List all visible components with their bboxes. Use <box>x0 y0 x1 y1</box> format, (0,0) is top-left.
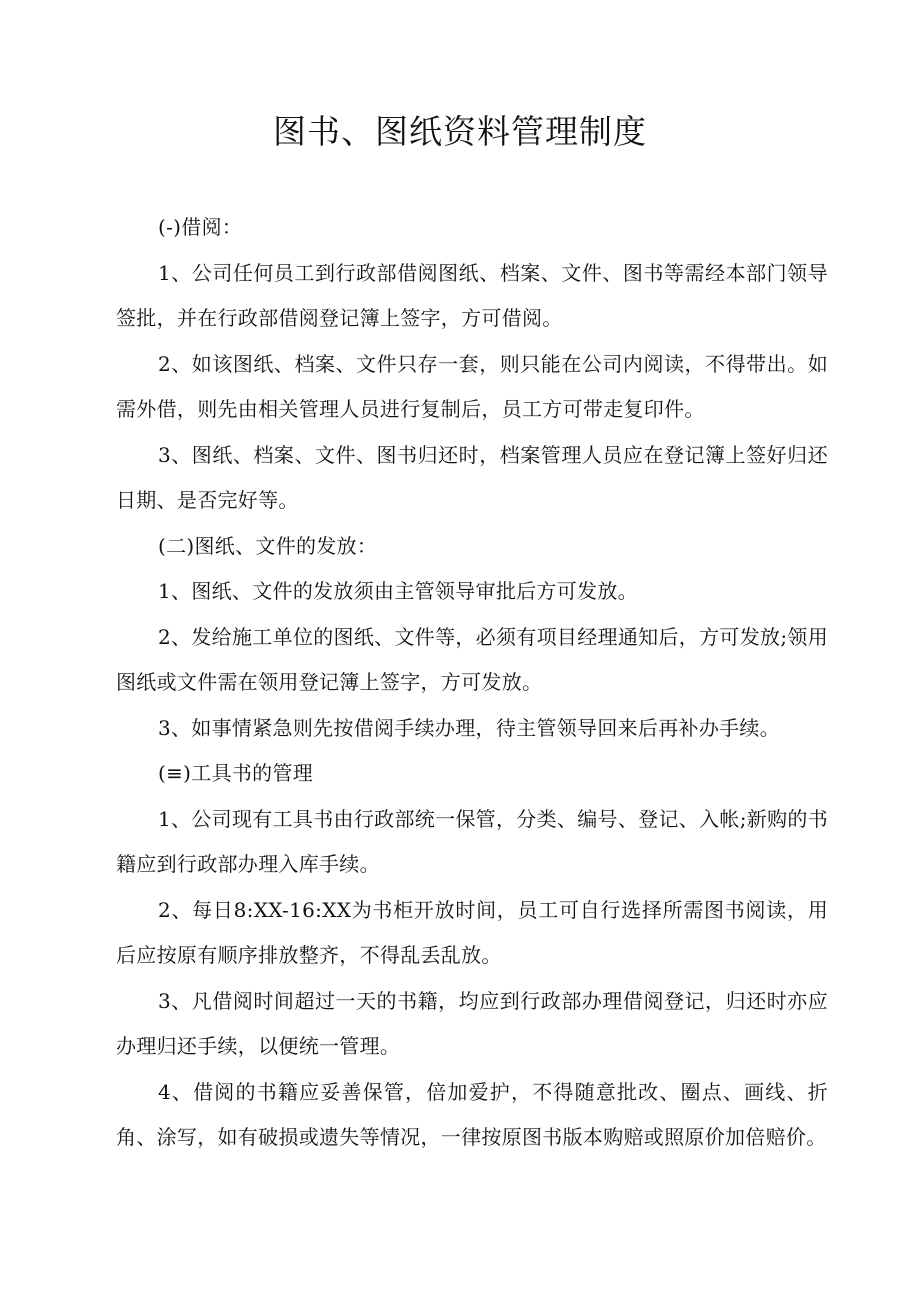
paragraph: 1、公司现有工具书由行政部统一保管，分类、编号、登记、入帐;新购的书籍应到行政部办理入库手续。 <box>116 806 828 876</box>
section-heading-borrowing: (-)借阅： <box>158 215 243 239</box>
paragraph: 2、每日8:XX-16:XX为书柜开放时间，员工可自行选择所需图书阅读，用后应按原有顺序排放整齐，不得乱丢乱放。 <box>116 897 828 967</box>
paragraph: 3、图纸、档案、文件、图书归还时，档案管理人员应在登记簿上签好归还日期、是否完好等。 <box>116 442 828 512</box>
paragraph: 1、图纸、文件的发放须由主管领导审批后方可发放。 <box>158 579 638 603</box>
paragraph: 2、发给施工单位的图纸、文件等，必须有项目经理通知后，方可发放;领用图纸或文件需在领用登记簿上签字，方可发放。 <box>116 624 828 694</box>
paragraph: 3、如事情紧急则先按借阅手续办理，待主管领导回来后再补办手续。 <box>158 715 781 740</box>
section-heading-distribution: (二)图纸、文件的发放： <box>158 533 378 558</box>
paragraph: 4、借阅的书籍应妥善保管，倍加爱护，不得随意批改、圈点、画线、折角、涂写，如有破损或遗失等情况，一律按原图书版本购赔或照原价加倍赔价。 <box>116 1079 828 1149</box>
paragraph: 1、公司任何员工到行政部借阅图纸、档案、文件、图书等需经本部门领导签批，并在行政部借阅登记簿上签字，方可借阅。 <box>116 260 828 330</box>
document-title: 图书、图纸资料管理制度 <box>273 112 647 151</box>
paragraph: 3、凡借阅时间超过一天的书籍，均应到行政部办理借阅登记，归还时亦应办理归还手续，以便统一管理。 <box>116 988 828 1058</box>
document-body <box>116 205 828 1161</box>
paragraph: 2、如该图纸、档案、文件只存一套，则只能在公司内阅读，不得带出。如需外借，则先由相关管理人员进行复制后，员工方可带走复印件。 <box>116 351 828 421</box>
section-heading-reference-books: (≡)工具书的管理 <box>158 761 314 785</box>
